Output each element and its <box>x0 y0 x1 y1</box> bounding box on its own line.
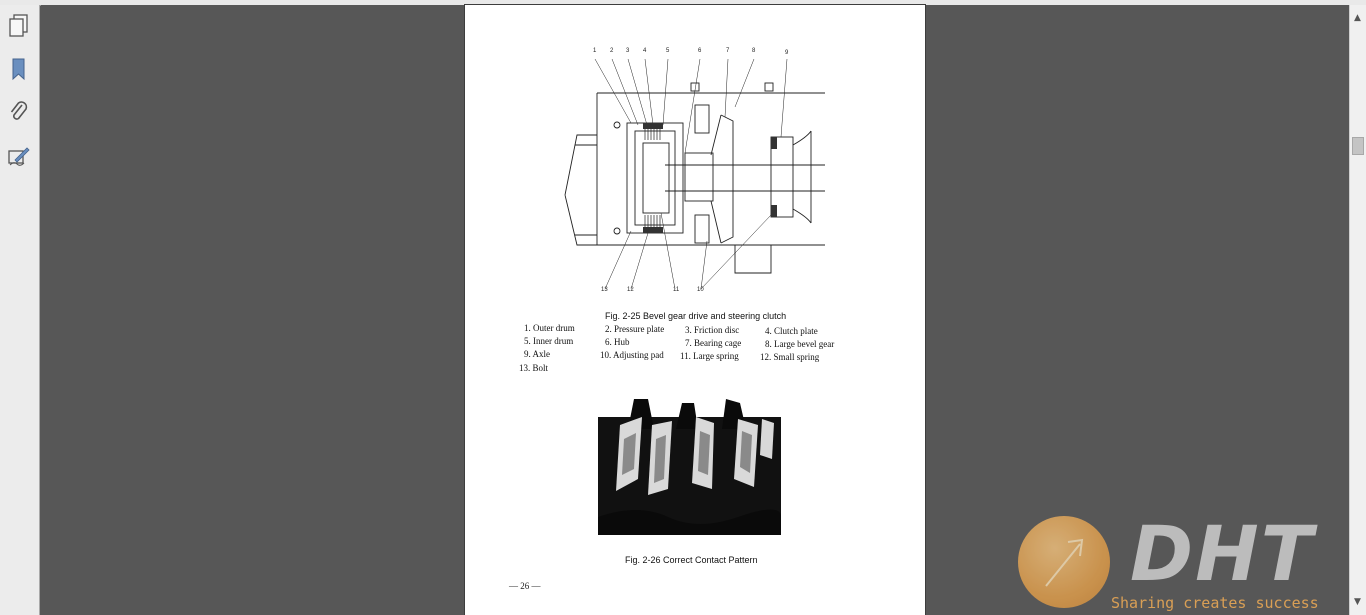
callout-number: 1 <box>593 48 597 54</box>
figure-caption: Fig. 2-26 Correct Contact Pattern <box>625 555 758 565</box>
watermark-logo-text: DHT <box>1130 509 1315 598</box>
scroll-down-icon[interactable]: ▼ <box>1354 597 1361 607</box>
legend-item: 13. Bolt <box>519 363 549 373</box>
callout-number: 11 <box>673 287 680 293</box>
legend-item: 4. Clutch plate <box>765 326 818 336</box>
legend-item: 9. Axle <box>524 349 550 359</box>
callout-number: 4 <box>643 48 647 54</box>
arrow-icon <box>1018 516 1110 608</box>
legend-item: 10. Adjusting pad <box>600 350 664 360</box>
dht-watermark <box>1018 509 1366 615</box>
legend-item: 5. Inner drum <box>524 336 574 346</box>
legend-item: 7. Bearing cage <box>685 338 742 348</box>
callout-number: 12 <box>627 287 634 293</box>
callout-number: 8 <box>752 48 756 54</box>
callout-number: 9 <box>785 50 789 56</box>
legend-item: 8. Large bevel gear <box>765 339 835 349</box>
callout-number: 2 <box>610 48 614 54</box>
legend-item: 2. Pressure plate <box>605 324 665 334</box>
figure-caption: Fig. 2-25 Bevel gear drive and steering clutch <box>605 311 787 321</box>
signatures-icon[interactable] <box>6 143 32 169</box>
gear-contact-photo <box>598 399 781 535</box>
callout-number: 7 <box>726 48 730 54</box>
page-number: — 26 — <box>509 581 541 591</box>
legend-item: 6. Hub <box>605 337 630 347</box>
callout-number: 5 <box>666 48 670 54</box>
callout-number: 10 <box>697 287 704 293</box>
callout-number: 3 <box>626 48 630 54</box>
legend-item: 12. Small spring <box>760 352 820 362</box>
legend-item: 11. Large spring <box>680 351 739 361</box>
bevel-gear-diagram <box>535 45 835 305</box>
attachments-icon[interactable] <box>6 99 32 125</box>
watermark-tagline: Sharing creates success <box>1111 594 1319 612</box>
callout-number: 13 <box>601 287 608 293</box>
bookmarks-icon[interactable] <box>6 56 32 82</box>
pdf-page <box>465 5 925 615</box>
scroll-up-icon[interactable]: ▲ <box>1354 13 1361 23</box>
callout-number: 6 <box>698 48 702 54</box>
watermark-logo-circle <box>1018 516 1110 608</box>
legend-item: 1. Outer drum <box>524 323 575 333</box>
scrollbar-thumb[interactable] <box>1352 137 1364 155</box>
navigation-sidebar <box>0 5 40 615</box>
page-thumbnails-icon[interactable] <box>6 13 32 39</box>
legend-item: 3. Friction disc <box>685 325 740 335</box>
